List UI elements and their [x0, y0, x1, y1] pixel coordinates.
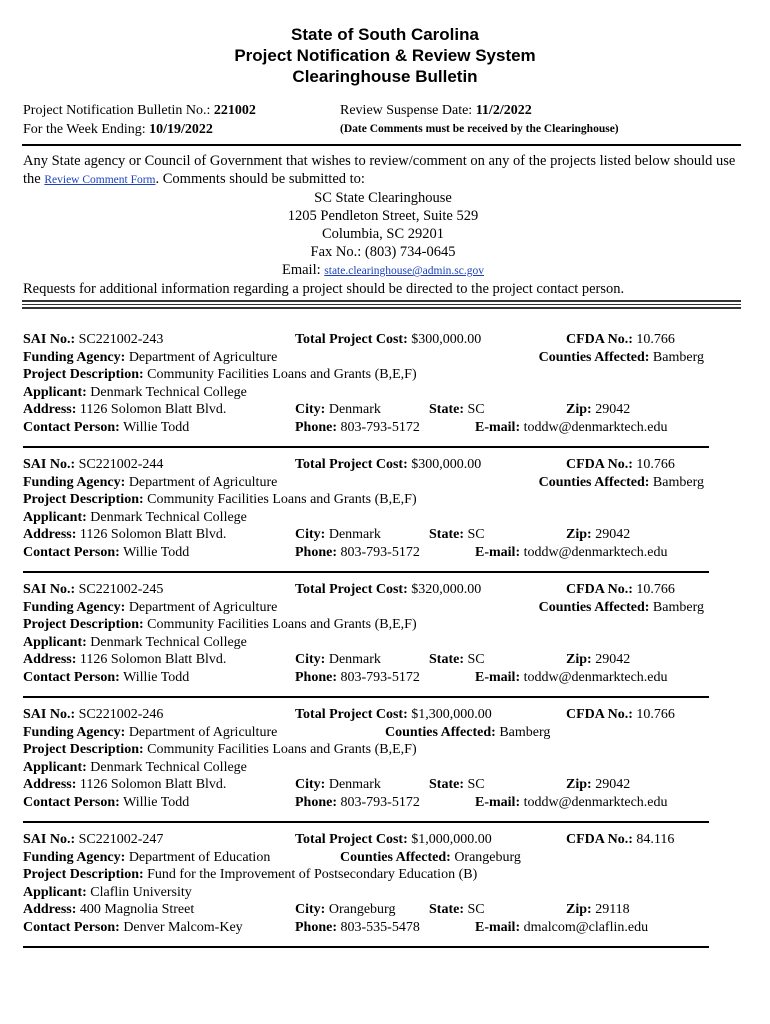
sai-number-label: SAI No.:	[23, 332, 76, 347]
contact-person-value: Denver Malcom-Key	[123, 919, 243, 935]
email-label: Email:	[281, 262, 321, 278]
bulletin-no-value: 221002	[213, 103, 256, 118]
project-entry	[23, 832, 739, 940]
phone-label: Phone:	[295, 919, 337, 935]
applicant-address	[23, 902, 194, 918]
sai-number-value: SC221002-247	[78, 832, 164, 847]
project-description-value: Community Facilities Loans and Grants (B,E,F)	[147, 492, 417, 507]
cfda-number-label: CFDA No.:	[566, 457, 633, 472]
total-project-cost	[295, 332, 481, 348]
zip-label: Zip:	[566, 902, 592, 917]
state-value: SC	[467, 777, 485, 792]
contact-email	[475, 420, 668, 436]
city	[295, 777, 381, 793]
project-description-label: Project Description:	[23, 867, 144, 882]
total-project-cost	[295, 832, 492, 848]
state-value: SC	[467, 402, 485, 417]
applicant-address-label: Address:	[23, 652, 77, 667]
applicant-address-value: 1126 Solomon Blatt Blvd.	[79, 777, 227, 792]
bulletin-title	[0, 24, 770, 87]
contact-person-label: Contact Person:	[23, 919, 120, 935]
zip-value: 29042	[595, 402, 631, 417]
funding-agency-label: Funding Agency:	[23, 474, 126, 490]
phone	[295, 545, 420, 561]
funding-agency-value: Department of Agriculture	[128, 349, 278, 365]
state-label: State:	[429, 652, 464, 667]
sai-number-value: SC221002-245	[78, 582, 164, 597]
contact-person-value: Willie Todd	[123, 794, 190, 810]
contact-person-label: Contact Person:	[23, 419, 120, 435]
city-value: Denmark	[328, 402, 381, 417]
funding-agency	[23, 850, 270, 866]
project-description-value: Community Facilities Loans and Grants (B,E,F)	[147, 742, 417, 757]
project-description-value: Community Facilities Loans and Grants (B,E,F)	[147, 367, 417, 382]
project-description-value: Community Facilities Loans and Grants (B,E,F)	[147, 617, 417, 632]
project-description-label: Project Description:	[23, 617, 144, 632]
phone-value: 803-793-5172	[340, 419, 420, 435]
total-project-cost-value: $300,000.00	[411, 332, 482, 347]
applicant-address-label: Address:	[23, 402, 77, 417]
applicant-value: Denmark Technical College	[90, 759, 247, 775]
project-entry	[23, 457, 739, 565]
counties-affected-value: Bamberg	[652, 599, 704, 615]
title-line-1: State of South Carolina	[291, 25, 479, 44]
contact-email-label: E-mail:	[475, 419, 521, 435]
contact-person-value: Willie Todd	[123, 669, 190, 685]
applicant-address	[23, 527, 226, 543]
sai-number-label: SAI No.:	[23, 582, 76, 597]
project-entry	[23, 707, 739, 815]
counties-affected-label: Counties Affected:	[385, 724, 496, 740]
applicant	[23, 510, 247, 526]
counties-affected	[539, 475, 704, 491]
sai-number-value: SC221002-244	[78, 457, 164, 472]
sai-number	[23, 457, 163, 473]
total-project-cost-label: Total Project Cost:	[295, 832, 408, 847]
bulletin-no-label: Project Notification Bulletin No.:	[23, 103, 211, 118]
total-project-cost-label: Total Project Cost:	[295, 457, 408, 472]
project-description	[23, 492, 417, 508]
city	[295, 402, 381, 418]
contact-email-value: toddw@denmarktech.edu	[523, 544, 668, 560]
address-line: SC State Clearinghouse	[314, 190, 452, 206]
cfda-number-value: 10.766	[636, 332, 675, 347]
contact-person	[23, 420, 189, 436]
cfda-number	[566, 332, 675, 348]
phone-value: 803-793-5172	[340, 794, 420, 810]
funding-agency-value: Department of Agriculture	[128, 599, 278, 615]
intro-section	[23, 152, 743, 298]
email-line	[23, 261, 743, 280]
zip-label: Zip:	[566, 777, 592, 792]
city-value: Denmark	[328, 527, 381, 542]
project-divider	[23, 446, 709, 448]
applicant	[23, 885, 192, 901]
applicant	[23, 635, 247, 651]
applicant-address-value: 400 Magnolia Street	[79, 902, 195, 917]
contact-email	[475, 545, 668, 561]
phone	[295, 670, 420, 686]
city-label: City:	[295, 402, 326, 417]
sai-number-label: SAI No.:	[23, 457, 76, 472]
header-divider	[22, 144, 741, 146]
applicant-address	[23, 652, 226, 668]
title-line-2: Project Notification & Review System	[234, 46, 536, 65]
phone-value: 803-793-5172	[340, 544, 420, 560]
project-description	[23, 617, 417, 633]
total-project-cost-label: Total Project Cost:	[295, 582, 408, 597]
applicant-value: Denmark Technical College	[90, 509, 247, 525]
counties-affected-value: Orangeburg	[454, 849, 521, 865]
city-label: City:	[295, 902, 326, 917]
intro-text-2: . Comments should be submitted to:	[155, 171, 365, 187]
counties-affected-value: Bamberg	[652, 349, 704, 365]
sai-number	[23, 707, 163, 723]
cfda-number-value: 10.766	[636, 457, 675, 472]
applicant-label: Applicant:	[23, 509, 87, 525]
cfda-number	[566, 832, 674, 848]
zip-value: 29042	[595, 652, 631, 667]
contact-person	[23, 545, 189, 561]
sai-number-label: SAI No.:	[23, 707, 76, 722]
zip-label: Zip:	[566, 402, 592, 417]
cfda-number-value: 10.766	[636, 582, 675, 597]
project-description-label: Project Description:	[23, 492, 144, 507]
applicant-address-label: Address:	[23, 527, 77, 542]
state	[429, 902, 485, 918]
phone-label: Phone:	[295, 794, 337, 810]
project-divider	[23, 946, 709, 948]
funding-agency-label: Funding Agency:	[23, 349, 126, 365]
phone	[295, 795, 420, 811]
state	[429, 777, 485, 793]
applicant-label: Applicant:	[23, 384, 87, 400]
funding-agency	[23, 600, 277, 616]
contact-person-label: Contact Person:	[23, 669, 120, 685]
sai-number	[23, 832, 163, 848]
applicant-address	[23, 777, 226, 793]
week-ending-label: For the Week Ending:	[23, 122, 146, 137]
total-project-cost-label: Total Project Cost:	[295, 332, 408, 347]
sai-number-label: SAI No.:	[23, 832, 76, 847]
contact-email-label: E-mail:	[475, 544, 521, 560]
zip-label: Zip:	[566, 652, 592, 667]
total-project-cost-value: $1,000,000.00	[411, 832, 492, 847]
state-label: State:	[429, 902, 464, 917]
contact-email-value: toddw@denmarktech.edu	[523, 794, 668, 810]
cfda-number	[566, 582, 675, 598]
week-ending-value: 10/19/2022	[149, 122, 213, 137]
funding-agency-label: Funding Agency:	[23, 724, 126, 740]
state	[429, 652, 485, 668]
phone	[295, 420, 420, 436]
applicant-value: Denmark Technical College	[90, 384, 247, 400]
phone-label: Phone:	[295, 669, 337, 685]
total-project-cost	[295, 707, 492, 723]
clearinghouse-email-link[interactable]: state.clearinghouse@admin.sc.gov	[324, 265, 485, 277]
contact-person-value: Willie Todd	[123, 544, 190, 560]
counties-affected-value: Bamberg	[499, 724, 551, 740]
zip-value: 29042	[595, 777, 631, 792]
intro-paragraph	[23, 152, 743, 189]
applicant-label: Applicant:	[23, 884, 87, 900]
applicant-address-value: 1126 Solomon Blatt Blvd.	[79, 402, 227, 417]
applicant-address-value: 1126 Solomon Blatt Blvd.	[79, 652, 227, 667]
applicant-address	[23, 402, 226, 418]
funding-agency-label: Funding Agency:	[23, 849, 126, 865]
cfda-number-value: 10.766	[636, 707, 675, 722]
contact-email	[475, 670, 668, 686]
contact-email	[475, 795, 668, 811]
contact-person	[23, 795, 189, 811]
funding-agency-value: Department of Agriculture	[128, 474, 278, 490]
sai-number-value: SC221002-243	[78, 332, 164, 347]
cfda-number-label: CFDA No.:	[566, 707, 633, 722]
counties-affected-label: Counties Affected:	[538, 349, 650, 365]
contact-email	[475, 920, 648, 936]
state-value: SC	[467, 902, 485, 917]
phone-label: Phone:	[295, 419, 337, 435]
phone-value: 803-535-5478	[340, 919, 420, 935]
counties-affected-value: Bamberg	[652, 474, 704, 490]
total-project-cost-value: $320,000.00	[411, 582, 482, 597]
counties-affected	[539, 600, 704, 616]
state-label: State:	[429, 777, 464, 792]
applicant-label: Applicant:	[23, 634, 87, 650]
cfda-number	[566, 707, 675, 723]
cfda-number-label: CFDA No.:	[566, 332, 633, 347]
funding-agency	[23, 475, 277, 491]
contact-person	[23, 920, 243, 936]
funding-agency	[23, 350, 277, 366]
cfda-number-value: 84.116	[636, 832, 675, 847]
sai-number-value: SC221002-246	[78, 707, 164, 722]
counties-affected-label: Counties Affected:	[538, 474, 650, 490]
applicant	[23, 760, 247, 776]
applicant-value: Claflin University	[90, 884, 192, 900]
city-value: Orangeburg	[328, 902, 396, 917]
contact-email-value: toddw@denmarktech.edu	[523, 669, 668, 685]
phone-label: Phone:	[295, 544, 337, 560]
funding-agency	[23, 725, 277, 741]
project-divider	[23, 821, 709, 823]
address-line: 1205 Pendleton Street, Suite 529	[287, 208, 479, 224]
funding-agency-value: Department of Education	[128, 849, 271, 865]
contact-email-value: toddw@denmarktech.edu	[523, 419, 668, 435]
zip	[566, 652, 630, 668]
project-entry	[23, 332, 739, 440]
total-project-cost-value: $1,300,000.00	[411, 707, 492, 722]
zip-value: 29042	[595, 527, 631, 542]
contact-email-label: E-mail:	[475, 794, 521, 810]
funding-agency-value: Department of Agriculture	[128, 724, 278, 740]
applicant	[23, 385, 247, 401]
cfda-number	[566, 457, 675, 473]
bulletin-meta-right	[340, 101, 619, 139]
suspense-date-label: Review Suspense Date:	[340, 103, 473, 118]
applicant-value: Denmark Technical College	[90, 634, 247, 650]
project-description-value: Fund for the Improvement of Postsecondary Education (B)	[147, 867, 478, 882]
phone-value: 803-793-5172	[340, 669, 420, 685]
zip	[566, 777, 630, 793]
bulletin-meta-left	[23, 101, 256, 139]
project-description-label: Project Description:	[23, 367, 144, 382]
cfda-number-label: CFDA No.:	[566, 582, 633, 597]
project-entry	[23, 582, 739, 690]
title-line-3: Clearinghouse Bulletin	[292, 67, 478, 86]
applicant-label: Applicant:	[23, 759, 87, 775]
address-line: Columbia, SC 29201	[321, 226, 445, 242]
city-label: City:	[295, 777, 326, 792]
city-label: City:	[295, 652, 326, 667]
city	[295, 527, 381, 543]
total-project-cost-value: $300,000.00	[411, 457, 482, 472]
clearinghouse-address	[23, 189, 743, 280]
counties-affected-label: Counties Affected:	[538, 599, 650, 615]
sai-number	[23, 582, 163, 598]
phone	[295, 920, 420, 936]
intro-text-1: Any State agency or Council of Government that wishes to review/comment on any of the projects listed below should use the	[23, 153, 736, 187]
contact-email-label: E-mail:	[475, 919, 521, 935]
city	[295, 652, 381, 668]
project-description	[23, 867, 477, 883]
applicant-address-label: Address:	[23, 902, 77, 917]
project-divider	[23, 696, 709, 698]
city-value: Denmark	[328, 652, 381, 667]
state	[429, 527, 485, 543]
contact-person	[23, 670, 189, 686]
section-divider	[22, 300, 741, 311]
state	[429, 402, 485, 418]
zip	[566, 902, 630, 918]
zip	[566, 527, 630, 543]
project-description	[23, 742, 417, 758]
state-value: SC	[467, 652, 485, 667]
fax-line: Fax No.: (803) 734-0645	[310, 244, 456, 260]
funding-agency-label: Funding Agency:	[23, 599, 126, 615]
state-value: SC	[467, 527, 485, 542]
sai-number	[23, 332, 163, 348]
suspense-date-value: 11/2/2022	[475, 103, 532, 118]
cfda-number-label: CFDA No.:	[566, 832, 633, 847]
applicant-address-value: 1126 Solomon Blatt Blvd.	[79, 527, 227, 542]
contact-email-value: dmalcom@claflin.edu	[523, 919, 649, 935]
zip-value: 29118	[595, 902, 630, 917]
project-divider	[23, 571, 709, 573]
state-label: State:	[429, 527, 464, 542]
contact-person-label: Contact Person:	[23, 544, 120, 560]
counties-affected	[340, 850, 521, 866]
applicant-address-label: Address:	[23, 777, 77, 792]
project-description	[23, 367, 417, 383]
zip	[566, 402, 630, 418]
suspense-note: (Date Comments must be received by the Clearinghouse)	[340, 123, 619, 135]
review-comment-form-link[interactable]: Review Comment Form	[44, 174, 156, 186]
city-label: City:	[295, 527, 326, 542]
total-project-cost-label: Total Project Cost:	[295, 707, 408, 722]
zip-label: Zip:	[566, 527, 592, 542]
project-description-label: Project Description:	[23, 742, 144, 757]
counties-affected	[385, 725, 550, 741]
total-project-cost	[295, 582, 481, 598]
city	[295, 902, 395, 918]
total-project-cost	[295, 457, 481, 473]
counties-affected	[539, 350, 704, 366]
city-value: Denmark	[328, 777, 381, 792]
contact-person-value: Willie Todd	[123, 419, 190, 435]
counties-affected-label: Counties Affected:	[340, 849, 451, 865]
contact-email-label: E-mail:	[475, 669, 521, 685]
state-label: State:	[429, 402, 464, 417]
requests-note: Requests for additional information regarding a project should be directed to the project contact person.	[23, 281, 625, 297]
contact-person-label: Contact Person:	[23, 794, 120, 810]
